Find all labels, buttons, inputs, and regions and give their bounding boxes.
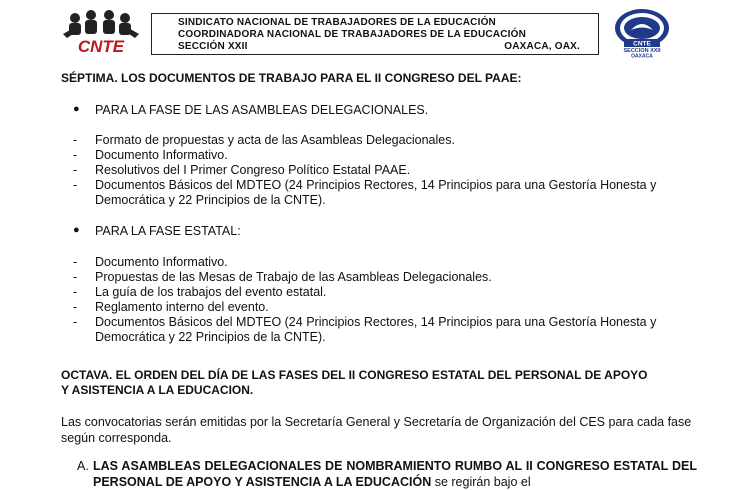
list-item: - Documentos Básicos del MDTEO (24 Principios Rectores, 14 Principios para una Gestoría Honesta y Democrática y 22 Principios de la CNTE).	[73, 178, 657, 207]
header-line-2: COORDINADORA NACIONAL DE TRABAJADORES DE LA EDUCACIÓN	[178, 29, 527, 40]
list-item: - La guía de los trabajos del evento estatal.	[73, 285, 327, 299]
header-line-1: SINDICATO NACIONAL DE TRABAJADORES DE LA EDUCACIÓN	[178, 17, 496, 28]
list-item: - Documentos Básicos del MDTEO (24 Principios Rectores, 14 Principios para una Gestoría Honesta y Democrática y 22 Principios de la CNTE).	[73, 315, 657, 344]
septima-heading: SÉPTIMA. LOS DOCUMENTOS DE TRABAJO PARA EL II CONGRESO DEL PAAE:	[61, 71, 522, 85]
bullet-icon: ●	[73, 103, 80, 115]
item-a-bold-text: LAS ASAMBLEAS DELEGACIONALES DE NOMBRAMIENTO RUMBO AL II CONGRESO ESTATAL DEL PERSONAL DE APOYO Y ASISTENCIA A LA EDUCACIÓN	[93, 459, 697, 489]
svg-text:CNTE: CNTE	[77, 37, 125, 56]
document-header	[57, 8, 707, 60]
list-item: - Propuestas de las Mesas de Trabajo de las Asambleas Delegacionales.	[73, 270, 492, 284]
seccion-xxii-seal	[609, 8, 675, 58]
fase-delegacional-list	[73, 133, 713, 208]
header-section: SECCIÓN XXII	[178, 41, 248, 52]
svg-text:CNTE: CNTE	[633, 40, 651, 48]
octava-heading: OCTAVA. EL ORDEN DEL DÍA DE LAS FASES DEL II CONGRESO ESTATAL DEL PERSONAL DE APOYO Y ASISTENCIA A LA EDUCACION.	[61, 368, 648, 397]
list-item: - Formato de propuestas y acta de las Asambleas Delegacionales.	[73, 133, 455, 147]
header-title-box	[151, 13, 599, 55]
item-a-rest-text: se regirán bajo el	[431, 475, 531, 489]
header-line-3	[178, 41, 590, 53]
list-item: - Resolutivos del I Primer Congreso Político Estatal PAAE.	[73, 163, 411, 177]
fase-estatal-list	[73, 255, 713, 345]
cnte-logo-left	[57, 8, 145, 56]
header-city: OAXACA, OAX.	[504, 41, 580, 52]
octava-paragraph: Las convocatorias serán emitidas por la Secretaría General y Secretaría de Organización del CES para cada fase según corresponda.	[61, 415, 692, 445]
svg-text:OAXACA: OAXACA	[631, 53, 653, 58]
bullet-icon: ●	[73, 224, 80, 236]
svg-text:SECCION XXII: SECCION XXII	[623, 48, 661, 54]
list-item: - Documento Informativo.	[73, 148, 228, 162]
list-item: - Documento Informativo.	[73, 255, 228, 269]
list-item: - Reglamento interno del evento.	[73, 300, 269, 314]
